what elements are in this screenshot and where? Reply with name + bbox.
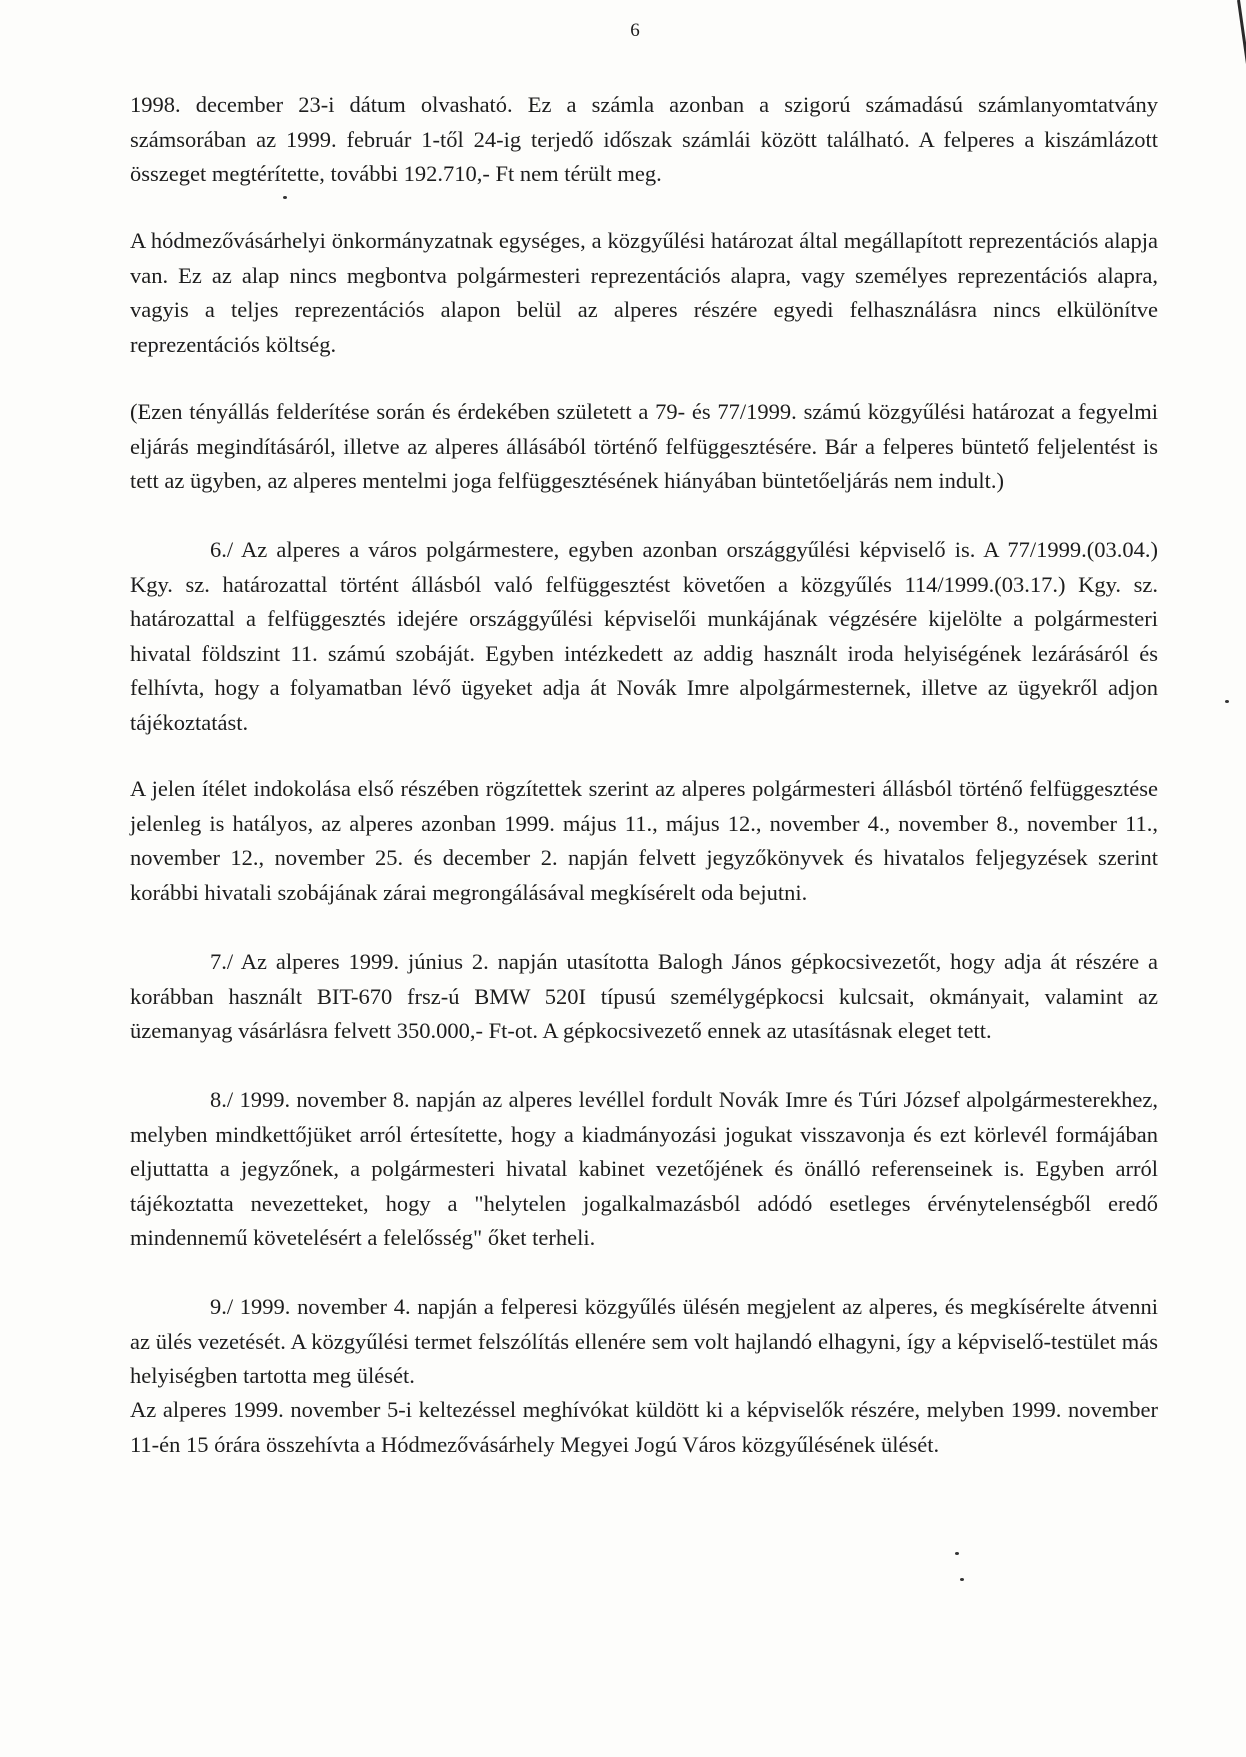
paragraph-item-9: 9./ 1999. november 4. napján a felperesi közgyűlés ülésén megjelent az alperes, és megkísérelte átvenni az ülés vezetését. A közgyűlési termet felszólítás ellenére sem volt hajlandó elhagyni, így a képviselő-testület más helyiségben tartotta meg ülését. <box>130 1294 1158 1388</box>
paragraph-representation-fund: A hódmezővásárhelyi önkormányzatnak egységes, a közgyűlési határozat által megállapított reprezentációs alapja van. Ez az alap nincs megbontva polgármesteri reprezentációs alapra, vagy személyes reprezentációs alapra, vagyis a teljes reprezentációs alapon belül az alperes részére egyedi felhasználásra nincs elkülönítve reprezentációs költség. <box>130 228 1158 357</box>
paragraph-disciplinary-note: (Ezen tényállás felderítése során és érdekében született a 79- és 77/1999. számú közgyűlési határozat a fegyelmi eljárás megindításáról, illetve az alperes állásából történő felfüggesztésére. Bár a felperes büntető feljelentést is tett az ügyben, az alperes mentelmi joga felfüggesztésének hiányában büntetőeljárás nem indult.) <box>130 399 1158 493</box>
paragraph-item-8: 8./ 1999. november 8. napján az alperes levéllel fordult Novák Imre és Túri József alpolgármesterekhez, melyben mindkettőjüket arról értesítette, hogy a kiadmányozási jogukat visszavonja és ezt körlevél formájában eljuttatta a jegyzőnek, a polgármesteri hivatal kabinet vezetőjének és önálló referenseinek is. Egyben arról tájékoztatta nevezetteket, hogy a "helytelen jogalkalmazásból adódó esetleges érvénytelenségből eredő mindennemű követelésért a felelősség" őket terheli. <box>130 1087 1158 1250</box>
scan-speck <box>955 1552 959 1555</box>
scan-speck <box>1225 700 1229 703</box>
paragraph-invoice-date: 1998. december 23-i dátum olvasható. Ez a számla azonban a szigorú számadású számlanyomtatvány számsorában az 1999. február 1-től 24-ig terjedő időszak számlái között található. A felperes a kiszámlázott összeget megtérítette, további 192.710,- Ft nem térült meg. <box>130 92 1158 186</box>
paragraph-item-6: 6./ Az alperes a város polgármestere, egyben azonban országgyűlési képviselő is. A 77/1999.(03.04.) Kgy. sz. határozattal történt állásból való felfüggesztést követően a közgyűlés 114/1999.(03.17.) Kgy. sz. határozattal a felfüggesztés idejére országgyűlési képviselői munkájának végzésére kijelölte a polgármesteri hivatal földszint 11. számú szobáját. Egyben intézkedett az addig használt iroda helyiségének lezárásáról és felhívta, hogy a folyamatban lévő ügyeket adja át Novák Imre alpolgármesternek, illetve az ügyekről adjon tájékoztatást. <box>130 537 1158 735</box>
page-number: 6 <box>630 20 640 41</box>
scan-edge-mark <box>1237 0 1246 77</box>
scan-speck <box>283 196 287 199</box>
paragraph-item-7: 7./ Az alperes 1999. június 2. napján utasította Balogh János gépkocsivezetőt, hogy adja át részére a korábban használt BIT-670 frsz-ú BMW 520I típusú személygépkocsi kulcsait, okmányait, valamint az üzemanyag vásárlásra felvett 350.000,- Ft-ot. A gépkocsivezető ennek az utasításnak eleget tett. <box>130 949 1158 1043</box>
paragraph-suspension-status: A jelen ítélet indokolása első részében rögzítettek szerint az alperes polgármesteri állásból történő felfüggesztése jelenleg is hatályos, az alperes azonban 1999. május 11., május 12., november 4., november 8., november 11., november 12., november 25. és december 2. napján felvett jegyzőkönyvek és hivatalos feljegyzések szerint korábbi hivatali szobájának zárai megrongálásával megkísérelt oda bejutni. <box>130 776 1158 905</box>
scan-speck <box>960 1578 964 1581</box>
paragraph-invitation: Az alperes 1999. november 5-i keltezéssel meghívókat küldött ki a képviselők részére, melyben 1999. november 11-én 15 órára összehívta a Hódmezővásárhely Megyei Jogú Város közgyűlésének ülését. <box>130 1397 1158 1457</box>
